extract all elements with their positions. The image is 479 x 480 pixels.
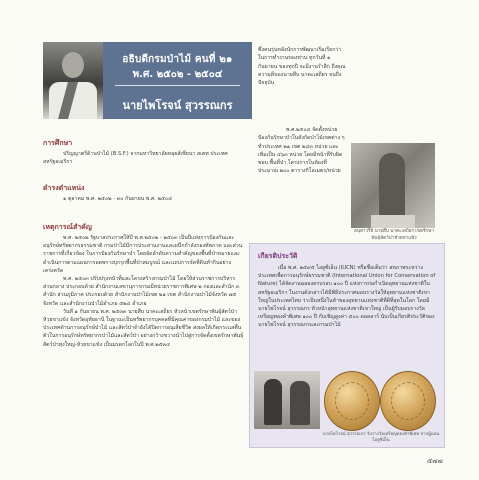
- honors-text: เมื่อ พ.ศ. ๒๕๙๕ ไอยูซีเอ็น (IUCN) หรือชื่อเต็มว่า สหภาพระหว่างประเทศเพื่อการอนุรักษ์ธรรมชาติ (International Union for Conservation of Nature) ได้จัดงานฉลองครบรอบ ๑๐๐ ปี แห่งการก่อกำเนิดอุทยานแห่งชาติในสหรัฐอเมริกา ในงานดังกล่าวได้มีพิธีประกาศมอบรางวัลให้อุทยานแห่งชาติเขาใหญ่ในประเทศไทย ว่าเป็นหนึ่งในห้าของอุทยานแห่งชาติที่ดีที่สุดในโลก โดยมีนายไพโรจน์ สุวรรณกร หัวหน้าอุทยานแห่งชาติเขาใหญ่ เป็นผู้รับมอบรางวัลเหรียญทองคำพิเศษ ๑๐๐ ปี กับเชิญสูงค่า ๕๐๐ ดอลลาร์ นับเป็นเกียรติประวัติของ นายไพโรจน์ สุวรรณกรและกรมป่าไม้: [258, 265, 436, 329]
- title-years: พ.ศ. ๒๕๐๒ - ๒๕๐๔: [132, 69, 223, 80]
- award-ceremony-photo: [254, 371, 320, 429]
- portrait-face: [62, 52, 84, 78]
- event-paragraph-1: พ.ศ. ๒๕๐๒ รัฐบาลประกาศให้ปี พ.ศ.๒๕๐๒ - ๒๕๐๓ เป็นปีแห่งการป้องกันและอนุรักษ์ทรัพยากรธรรมชาติ กรมป่าไม้มีการประสานงานและผนึกกำลังกองทัพภาค และส่วนราชการที่เกี่ยวข้อง ในการป้องกันรักษาป่า โดยจัดลำดับความสำคัญของพื้นที่ป่าหมายและดำเนินการตามแผนการลดพรางบุกรุกพื้นที่ป่าสมบูรณ์ และแถบการจัดที่ดินทำกินอย่างเคร่งครัด: [43, 235, 243, 274]
- page-number: ๕๗๗: [427, 457, 443, 465]
- director-name: นายไพโรจน์ สุวรรณกร: [122, 99, 233, 112]
- right-text-top: ซึ่งคนรุ่นหลังนักการพัฒนาเริ่มเรียกว่า ในการทำงานของท่าน ทุกวันที่ ๑ กันยายน ของทุกปี จะมีงานรำลึก ถึงคุณความดีของนายสืบ นาคะเสถียร จนถึงปัจจุบัน: [258, 47, 346, 87]
- gold-medal-front: [324, 371, 380, 431]
- honors-heading: เกียรติประวัติ: [258, 252, 298, 260]
- award-photo-caption: นายไพโรจน์ สุวรรณกร รับรางวัลเหรียญทองคำพิเศษ จากผู้แทน ไอยูซีเอ็น: [322, 432, 440, 443]
- gold-medal-back: [380, 371, 436, 431]
- education-text: ปริญญาตรีด้านป่าไม้ (B.S.F.) จากมหาวิทยาลัยหลุยส์เซียนา สเตท ประเทศสหรัฐอเมริกา: [43, 151, 228, 166]
- statue-plinth: [371, 215, 415, 228]
- statue-caption: อนุสาวรีย์ นายสืบ นาคะเสถียร เขตรักษาพันธุ์สัตว์ป่าห้วยขาแข้ง: [354, 229, 434, 241]
- photo-person-left: [264, 379, 282, 425]
- tenure-text: ๑ ตุลาคม พ.ศ. ๒๕๐๒ - ๓๐ กันยายน พ.ศ. ๒๕๐๔: [63, 196, 173, 202]
- director-portrait: [43, 42, 104, 119]
- event-paragraph-2: พ.ศ. ๒๕๐๓ ปรับปรุงหน้าที่และโครงสร้างกรมป่าไม้ โดยให้ส่วนราชการบริหารส่วนกลาง ประกอบด้วย สำนักงานเลขานุการกรมมีหน่วยราชการพิเศษ ๒ กองและสำนัก ๓ สำนัก ส่วนภูมิภาค ประกอบด้วย สำนักงานป่าไม้เขต ๒๑ เขต สำนักงานป่าไม้จังหวัด ๗๕ จังหวัด และสำนักงานป่าไม้อำเภอ ๕๒๔ อำเภอ: [43, 276, 240, 307]
- statue-photo: [351, 143, 435, 228]
- education-heading: การศึกษา: [43, 139, 73, 147]
- title-banner: [103, 42, 252, 119]
- event-paragraph-3: วันที่ ๑ กันยายน พ.ศ. ๒๕๓๓ นายสืบ นาคะเสถียร หัวหน้าเขตรักษาพันธุ์สัตว์ป่าห้วยขาแข้ง จังหวัดอุทัยธานี ในฐานะเป็นทรัพยากรบุคคลที่มีคุณค่าของกรมป่าไม้ และของประเทศด้านการอนุรักษ์ป่าไม้ และสัตว์ป่าจำยังได้ปิดการอนุเสียชีวิต ส่งผลให้เกิดกระแสตื่นตัวในการอนุรักษ์ทรัพยากรป่าไม้และสัตว์ป่า อย่างกว้างขวางนำไปสู่การจัดตั้งเขตรักษาพันธุ์สัตว์ป่าทุ่งใหญ่-ห้วยขาแข้ง เป็นมรดกโลกในปี พ.ศ.๒๕๓๔: [43, 308, 244, 348]
- tenure-heading: ดำรงตำแหน่ง: [43, 184, 85, 192]
- photo-person-right: [290, 381, 310, 425]
- statue-figure: [379, 153, 405, 223]
- right-text-mid: พ.ศ.๒๕๐๔ จัดตั้งหน่วยป้องกันรักษาป่าในสังกัดป่าไม้เขตต่าง ๆ ทั่วประเทศ ๒๑ เขต ๒๔๓ หน่วย และเพิ่มเป็น ๔๖๓ หน่วย โดยมีหน้าที่รับผิดชอบ พื้นที่ป่า โครงการในท้องที่ประมาณ ๒๐๐ ตารางกิโลเมตร/หน่วย: [258, 127, 345, 175]
- honors-sidebar: [249, 243, 445, 448]
- title-position: อธิบดีกรมป่าไม้ คนที่ ๒๑: [122, 54, 233, 65]
- events-heading: เหตุการณ์สำคัญ: [43, 223, 92, 231]
- events-body: [43, 234, 244, 349]
- title-divider: [115, 85, 240, 86]
